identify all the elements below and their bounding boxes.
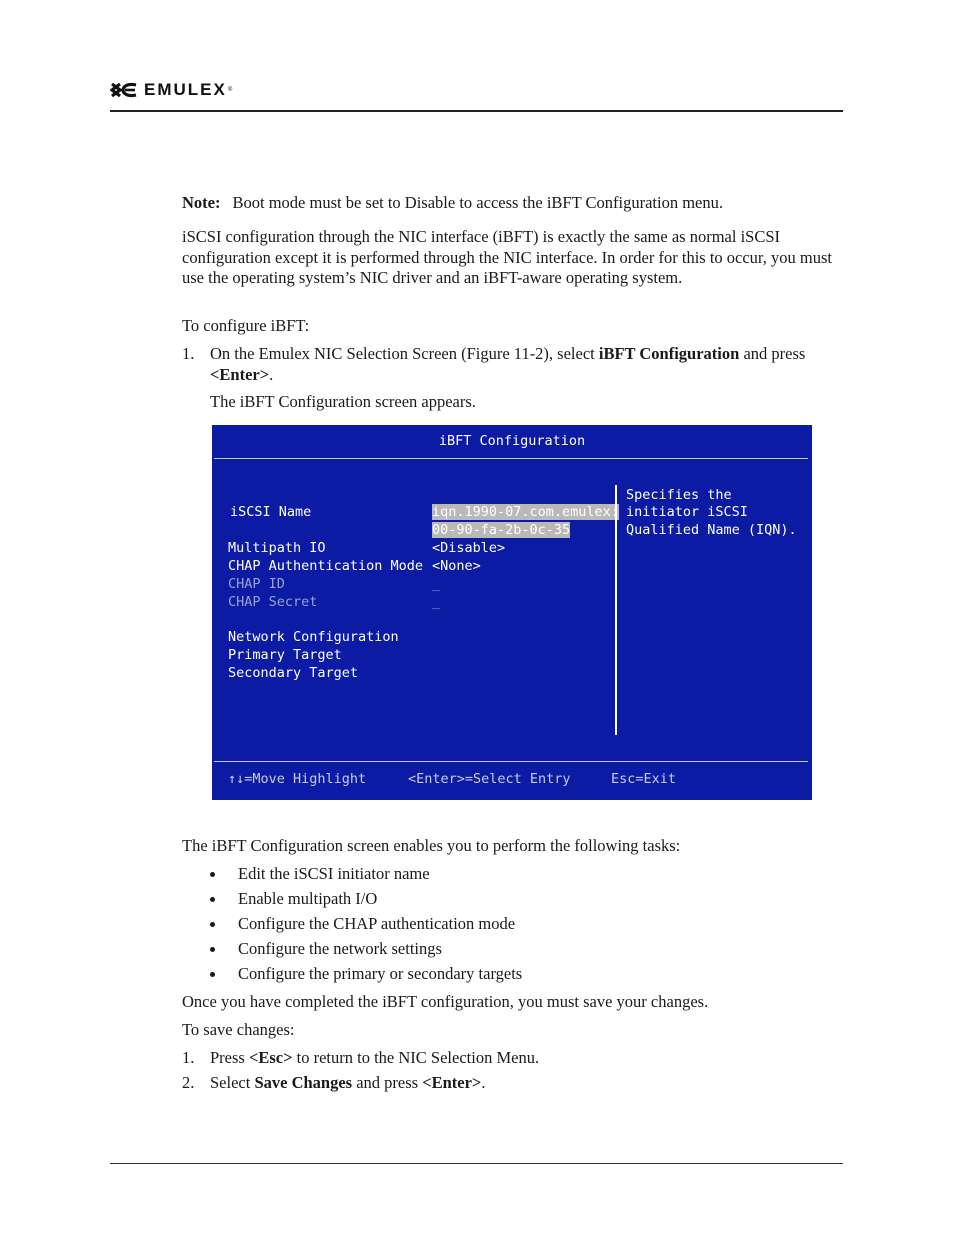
list-item-text: Enable multipath I/O bbox=[238, 889, 378, 908]
list-item bbox=[210, 864, 522, 889]
list-item bbox=[210, 889, 522, 914]
title-divider bbox=[214, 458, 808, 459]
chap-secret-label: CHAP Secret bbox=[228, 594, 318, 610]
iscsi-name-label[interactable]: iSCSI Name bbox=[230, 504, 312, 520]
configure-heading: To configure iBFT: bbox=[182, 316, 310, 335]
help-text-line: initiator iSCSI bbox=[626, 504, 748, 520]
chap-id-label: CHAP ID bbox=[228, 576, 285, 592]
multipath-io-label[interactable]: Multipath IO bbox=[228, 540, 326, 556]
select-entry-hint: <Enter>=Select Entry bbox=[408, 771, 571, 787]
note-text: Boot mode must be set to Disable to access the iBFT Configuration menu. bbox=[232, 193, 723, 212]
save-step-2 bbox=[182, 1073, 842, 1094]
list-item bbox=[210, 914, 522, 939]
intro-paragraph: iSCSI configuration through the NIC interface (iBFT) is exactly the same as normal iSCSI configuration except it is performed through the NIC interface. In order for this to occur, you must use the operating system’s NIC driver and an iBFT-aware operating system. bbox=[182, 227, 832, 287]
step-bold: <Enter> bbox=[210, 364, 270, 384]
bullet-icon bbox=[210, 972, 215, 977]
list-item-text: Configure the primary or secondary targets bbox=[238, 964, 523, 983]
step-text: Select bbox=[210, 1073, 255, 1092]
chap-auth-mode-value[interactable]: <None> bbox=[432, 558, 481, 574]
step-number: 1. bbox=[182, 1048, 195, 1067]
completed-text: Once you have completed the iBFT configuration, you must save your changes. bbox=[182, 992, 709, 1011]
step-bold: <Enter> bbox=[422, 1073, 482, 1092]
iscsi-name-value-line1[interactable]: iqn.1990-07.com.emulex: bbox=[432, 504, 619, 520]
note bbox=[182, 193, 723, 214]
secondary-target-item[interactable]: Secondary Target bbox=[228, 665, 359, 681]
chap-id-value: _ bbox=[432, 576, 441, 592]
step-text: to return to the NIC Selection Menu. bbox=[292, 1048, 540, 1067]
primary-target-item[interactable]: Primary Target bbox=[228, 647, 342, 663]
save-heading: To save changes: bbox=[182, 1020, 295, 1039]
list-item bbox=[210, 939, 522, 964]
help-text-line: Specifies the bbox=[626, 487, 732, 503]
page-header bbox=[110, 76, 843, 112]
step-text: On the Emulex NIC Selection Screen (Figure 11-2), select bbox=[210, 344, 599, 363]
bullet-icon bbox=[210, 922, 215, 927]
step-number: 2. bbox=[182, 1073, 195, 1092]
chap-secret-value: _ bbox=[432, 594, 441, 610]
note-label: Note: bbox=[182, 193, 221, 212]
step-bold: <Esc> bbox=[248, 1048, 293, 1067]
help-text-line: Qualified Name (IQN). bbox=[626, 522, 797, 538]
ibft-configuration-screen bbox=[212, 425, 812, 800]
iscsi-name-value-line2[interactable]: 00-90-fa-2b-0c-35 bbox=[432, 522, 571, 538]
brand-name: EMULEX bbox=[144, 80, 227, 99]
multipath-io-value[interactable]: <Disable> bbox=[432, 540, 506, 556]
step-text: Press bbox=[210, 1048, 249, 1067]
emulex-logo bbox=[110, 80, 232, 100]
footer-divider bbox=[214, 761, 808, 762]
tasks-intro: The iBFT Configuration screen enables you to perform the following tasks: bbox=[182, 836, 681, 855]
bullet-icon bbox=[210, 872, 215, 877]
network-configuration-item[interactable]: Network Configuration bbox=[228, 629, 399, 645]
chap-auth-mode-label[interactable]: CHAP Authentication Mode bbox=[228, 558, 424, 574]
step-number: 1. bbox=[182, 344, 195, 363]
task-list bbox=[210, 864, 522, 989]
step-text: and press bbox=[352, 1073, 423, 1092]
list-item-text: Edit the iSCSI initiator name bbox=[238, 864, 430, 883]
bullet-icon bbox=[210, 947, 215, 952]
trademark: ® bbox=[227, 87, 233, 93]
step-1 bbox=[182, 344, 842, 385]
screen-appears-text: The iBFT Configuration screen appears. bbox=[210, 392, 476, 411]
bios-title: iBFT Configuration bbox=[438, 433, 586, 449]
help-separator bbox=[615, 485, 617, 735]
step-bold: iBFT Configuration bbox=[598, 344, 740, 363]
list-item bbox=[210, 964, 522, 989]
footer-rule bbox=[110, 1163, 843, 1164]
list-item-text: Configure the CHAP authentication mode bbox=[238, 914, 516, 933]
save-step-1 bbox=[182, 1048, 842, 1069]
bullet-icon bbox=[210, 897, 215, 902]
list-item-text: Configure the network settings bbox=[238, 939, 442, 958]
emulex-logo-icon bbox=[110, 81, 140, 99]
step-text: and press bbox=[739, 344, 806, 363]
move-highlight-hint: ↑↓=Move Highlight bbox=[228, 771, 367, 787]
exit-hint: Esc=Exit bbox=[611, 771, 677, 787]
step-text: . bbox=[481, 1073, 486, 1092]
step-text: . bbox=[269, 364, 274, 384]
step-bold: Save Changes bbox=[254, 1073, 353, 1092]
